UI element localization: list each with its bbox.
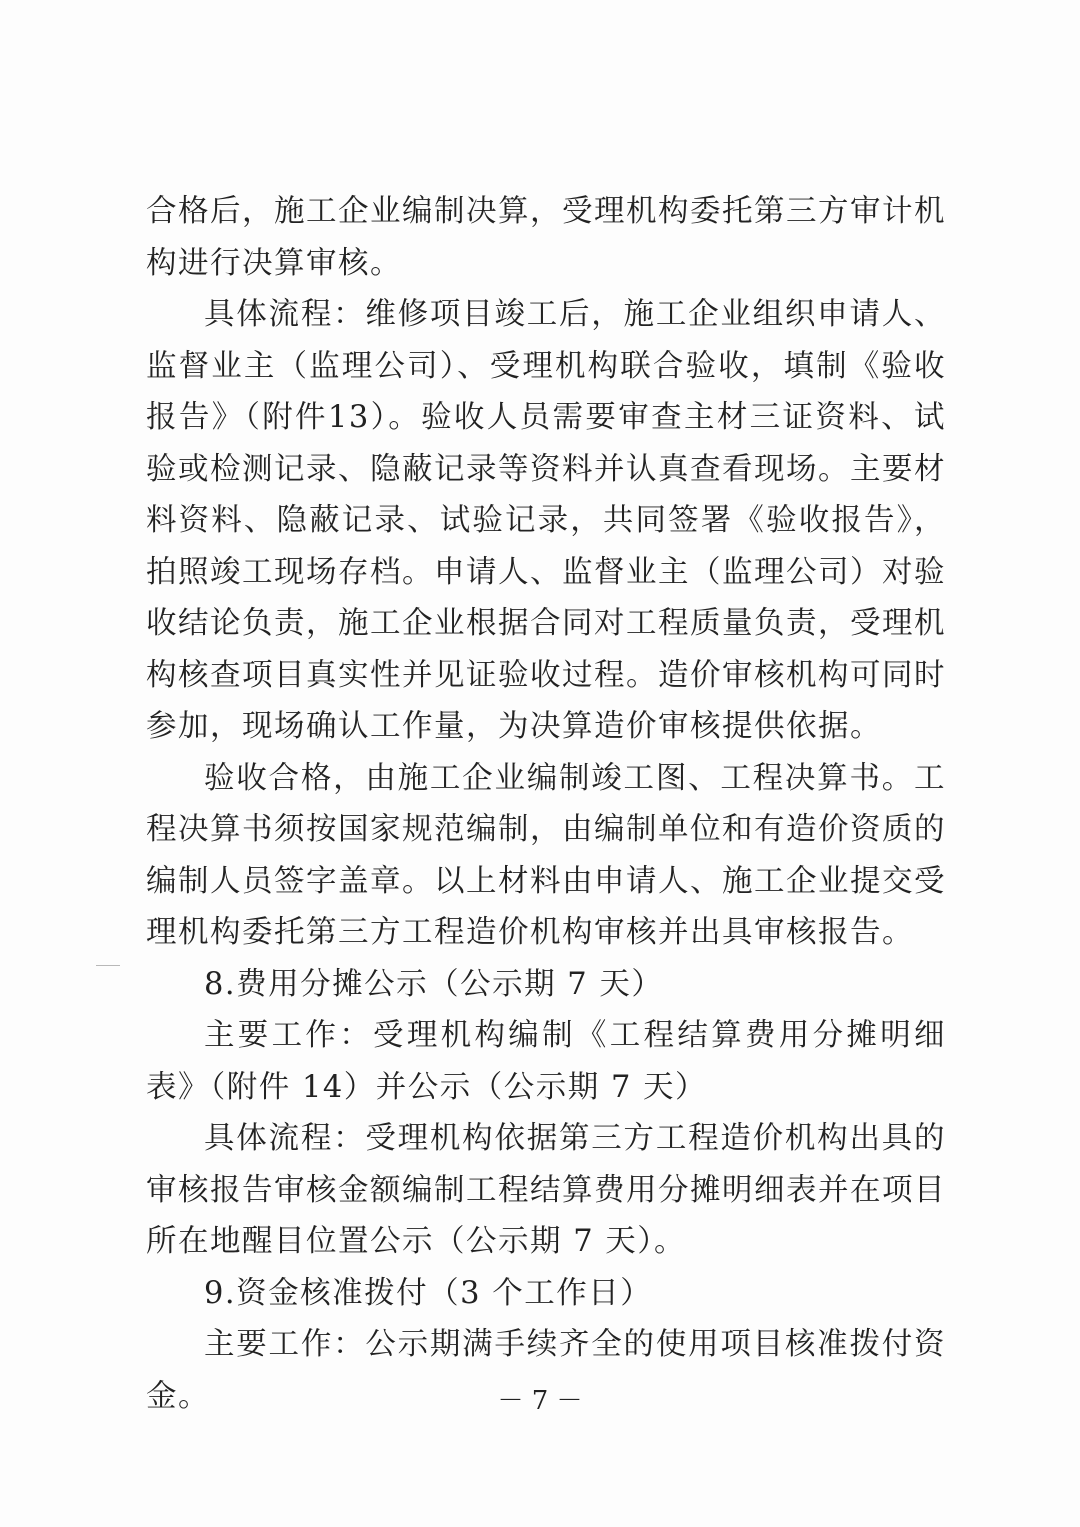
paragraph-acceptance-process: 具体流程：维修项目竣工后，施工企业组织申请人、监督业主（监理公司）、受理机构联合验收，填制《验收报告》（附件13）。验收人员需要审查主材三证资料、试验或检测记录、隐蔽记录等资料并认真查看现场。主要材料资料、隐蔽记录、试验记录，共同签署《验收报告》，拍照竣工现场存档。申请人、监督业主（监理公司）对验收结论负责，施工企业根据合同对工程质量负责，受理机构核查项目真实性并见证验收过程。造价审核机构可同时参加，现场确认工作量，为决算造价审核提供依据。 (146, 297, 946, 744)
paragraph-fund-disbursement-main-work: 主要工作：公示期满手续齐全的使用项目核准拨付资金。 (146, 1327, 946, 1414)
scan-mark (96, 965, 120, 966)
document-body (146, 186, 946, 1422)
paragraph-cost-sharing-main-work: 主要工作：受理机构编制《工程结算费用分摊明细表》（附件 14）并公示（公示期 7 天） (146, 1018, 946, 1105)
section-heading-fund-disbursement: 9.资金核准拨付（3 个工作日） (204, 1275, 653, 1311)
paragraph-final-accounts: 验收合格，由施工企业编制竣工图、工程决算书。工程决算书须按国家规范编制，由编制单位和有造价资质的编制人员签字盖章。以上材料由申请人、施工企业提交受理机构委托第三方工程造价机构审核并出具审核报告。 (146, 760, 946, 950)
paragraph-continuation: 合格后，施工企业编制决算，受理机构委托第三方审计机构进行决算审核。 (146, 194, 946, 281)
paragraph-cost-sharing-process: 具体流程：受理机构依据第三方工程造价机构出具的审核报告审核金额编制工程结算费用分摊明细表并在项目所在地醒目位置公示（公示期 7 天）。 (146, 1121, 946, 1259)
section-heading-cost-sharing: 8.费用分摊公示（公示期 7 天） (204, 966, 664, 1002)
page-number: － 7 － (497, 1386, 583, 1416)
